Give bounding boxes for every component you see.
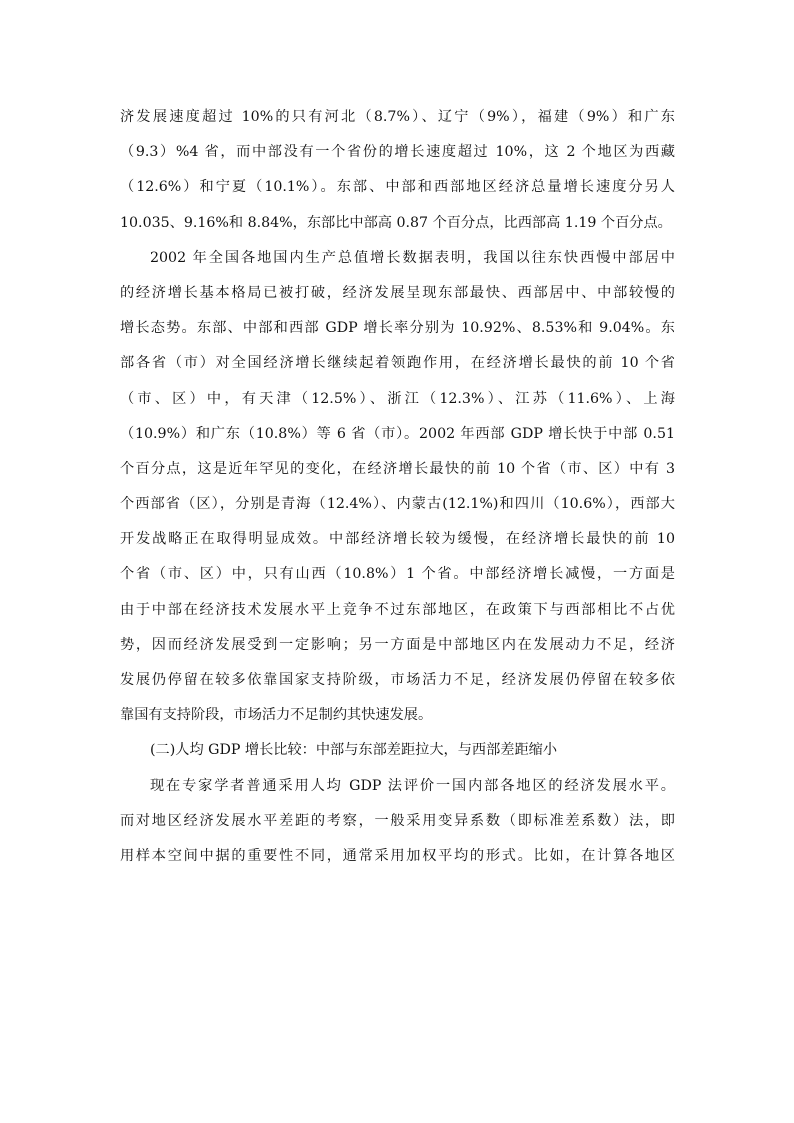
text-line: 由于中部在经济技术发展水平上竞争不过东部地区，在政策下与西部相比不占优 <box>120 601 675 618</box>
section-heading <box>120 733 675 768</box>
text-line: 增长态势。东部、中部和西部 GDP 增长率分别为 10.92%、8.53%和 9.04%。东 <box>120 320 675 337</box>
text-line: 势，因而经济发展受到一定影响；另一方面是中部地区内在发展动力不足，经济 <box>120 636 675 653</box>
text-line: 济发展速度超过 10%的只有河北（8.7%）、辽宁（9%），福建（9%）和广东 <box>120 109 675 125</box>
paragraph-per-capita-gdp-method <box>120 769 675 875</box>
text-line: 的经济增长基本格局已被打破，经济发展呈现东部最快、西部居中、中部较慢的 <box>120 284 675 301</box>
text-line: （10.9%）和广东（10.8%）等 6 省（市）。2002 年西部 GDP 增长快于中部 0.51 <box>120 425 675 442</box>
text-line: （12.6%）和宁夏（10.1%）。东部、中部和西部地区经济总量增长速度分另人 <box>120 179 675 196</box>
paragraph-regional-growth-continued <box>120 100 675 241</box>
text-line: 而对地区经济发展水平差距的考察，一般采用变异系数（即标准差系数）法，即 <box>120 812 675 829</box>
text-line: 个百分点，这是近年罕见的变化，在经济增长最快的前 10 个省（市、区）中有 3 <box>120 460 675 477</box>
paragraph-2002-growth-data <box>120 241 675 734</box>
text-line: 2002 年全国各地国内生产总值增长数据表明，我国以往东快西慢中部居中 <box>150 249 675 266</box>
text-line: 现在专家学者普通采用人均 GDP 法评价一国内部各地区的经济发展水平。 <box>150 777 675 794</box>
text-line: 部各省（市）对全国经济增长继续起着领跑作用，在经济增长最快的前 10 个省 <box>120 355 675 372</box>
text-line: 10.035、9.16%和 8.84%，东部比中部高 0.87 个百分点，比西部高 1.19 个百分点。 <box>120 214 672 231</box>
text-line: 用样本空间中据的重要性不同，通常采用加权平均的形式。比如，在计算各地区 <box>120 847 675 864</box>
body-text <box>120 100 675 874</box>
text-line: （9.3）%4 省，而中部没有一个省份的增长速度超过 10%，这 2 个地区为西藏 <box>120 144 675 161</box>
section-heading-text: (二)人均 GDP 增长比较：中部与东部差距拉大，与西部差距缩小 <box>150 742 558 759</box>
text-line: 靠国有支持阶段，市场活力不足制约其快速发展。 <box>120 707 433 724</box>
text-line: 个西部省（区），分别是青海（12.4%）、内蒙古(12.1%)和四川（10.6%），西部大 <box>120 496 675 513</box>
text-line: 发展仍停留在较多依靠国家支持阶级，市场活力不足，经济发展仍停留在较多依 <box>120 672 675 688</box>
text-line: （市、区）中，有天津（12.5%）、浙江（12.3%）、江苏（11.6%）、上海 <box>120 390 675 407</box>
text-line: 开发战略正在取得明显成效。中部经济增长较为缓慢，在经济增长最快的前 10 <box>120 531 675 548</box>
text-line: 个省（市、区）中，只有山西（10.8%）1 个省。中部经济增长减慢，一方面是 <box>120 566 675 583</box>
